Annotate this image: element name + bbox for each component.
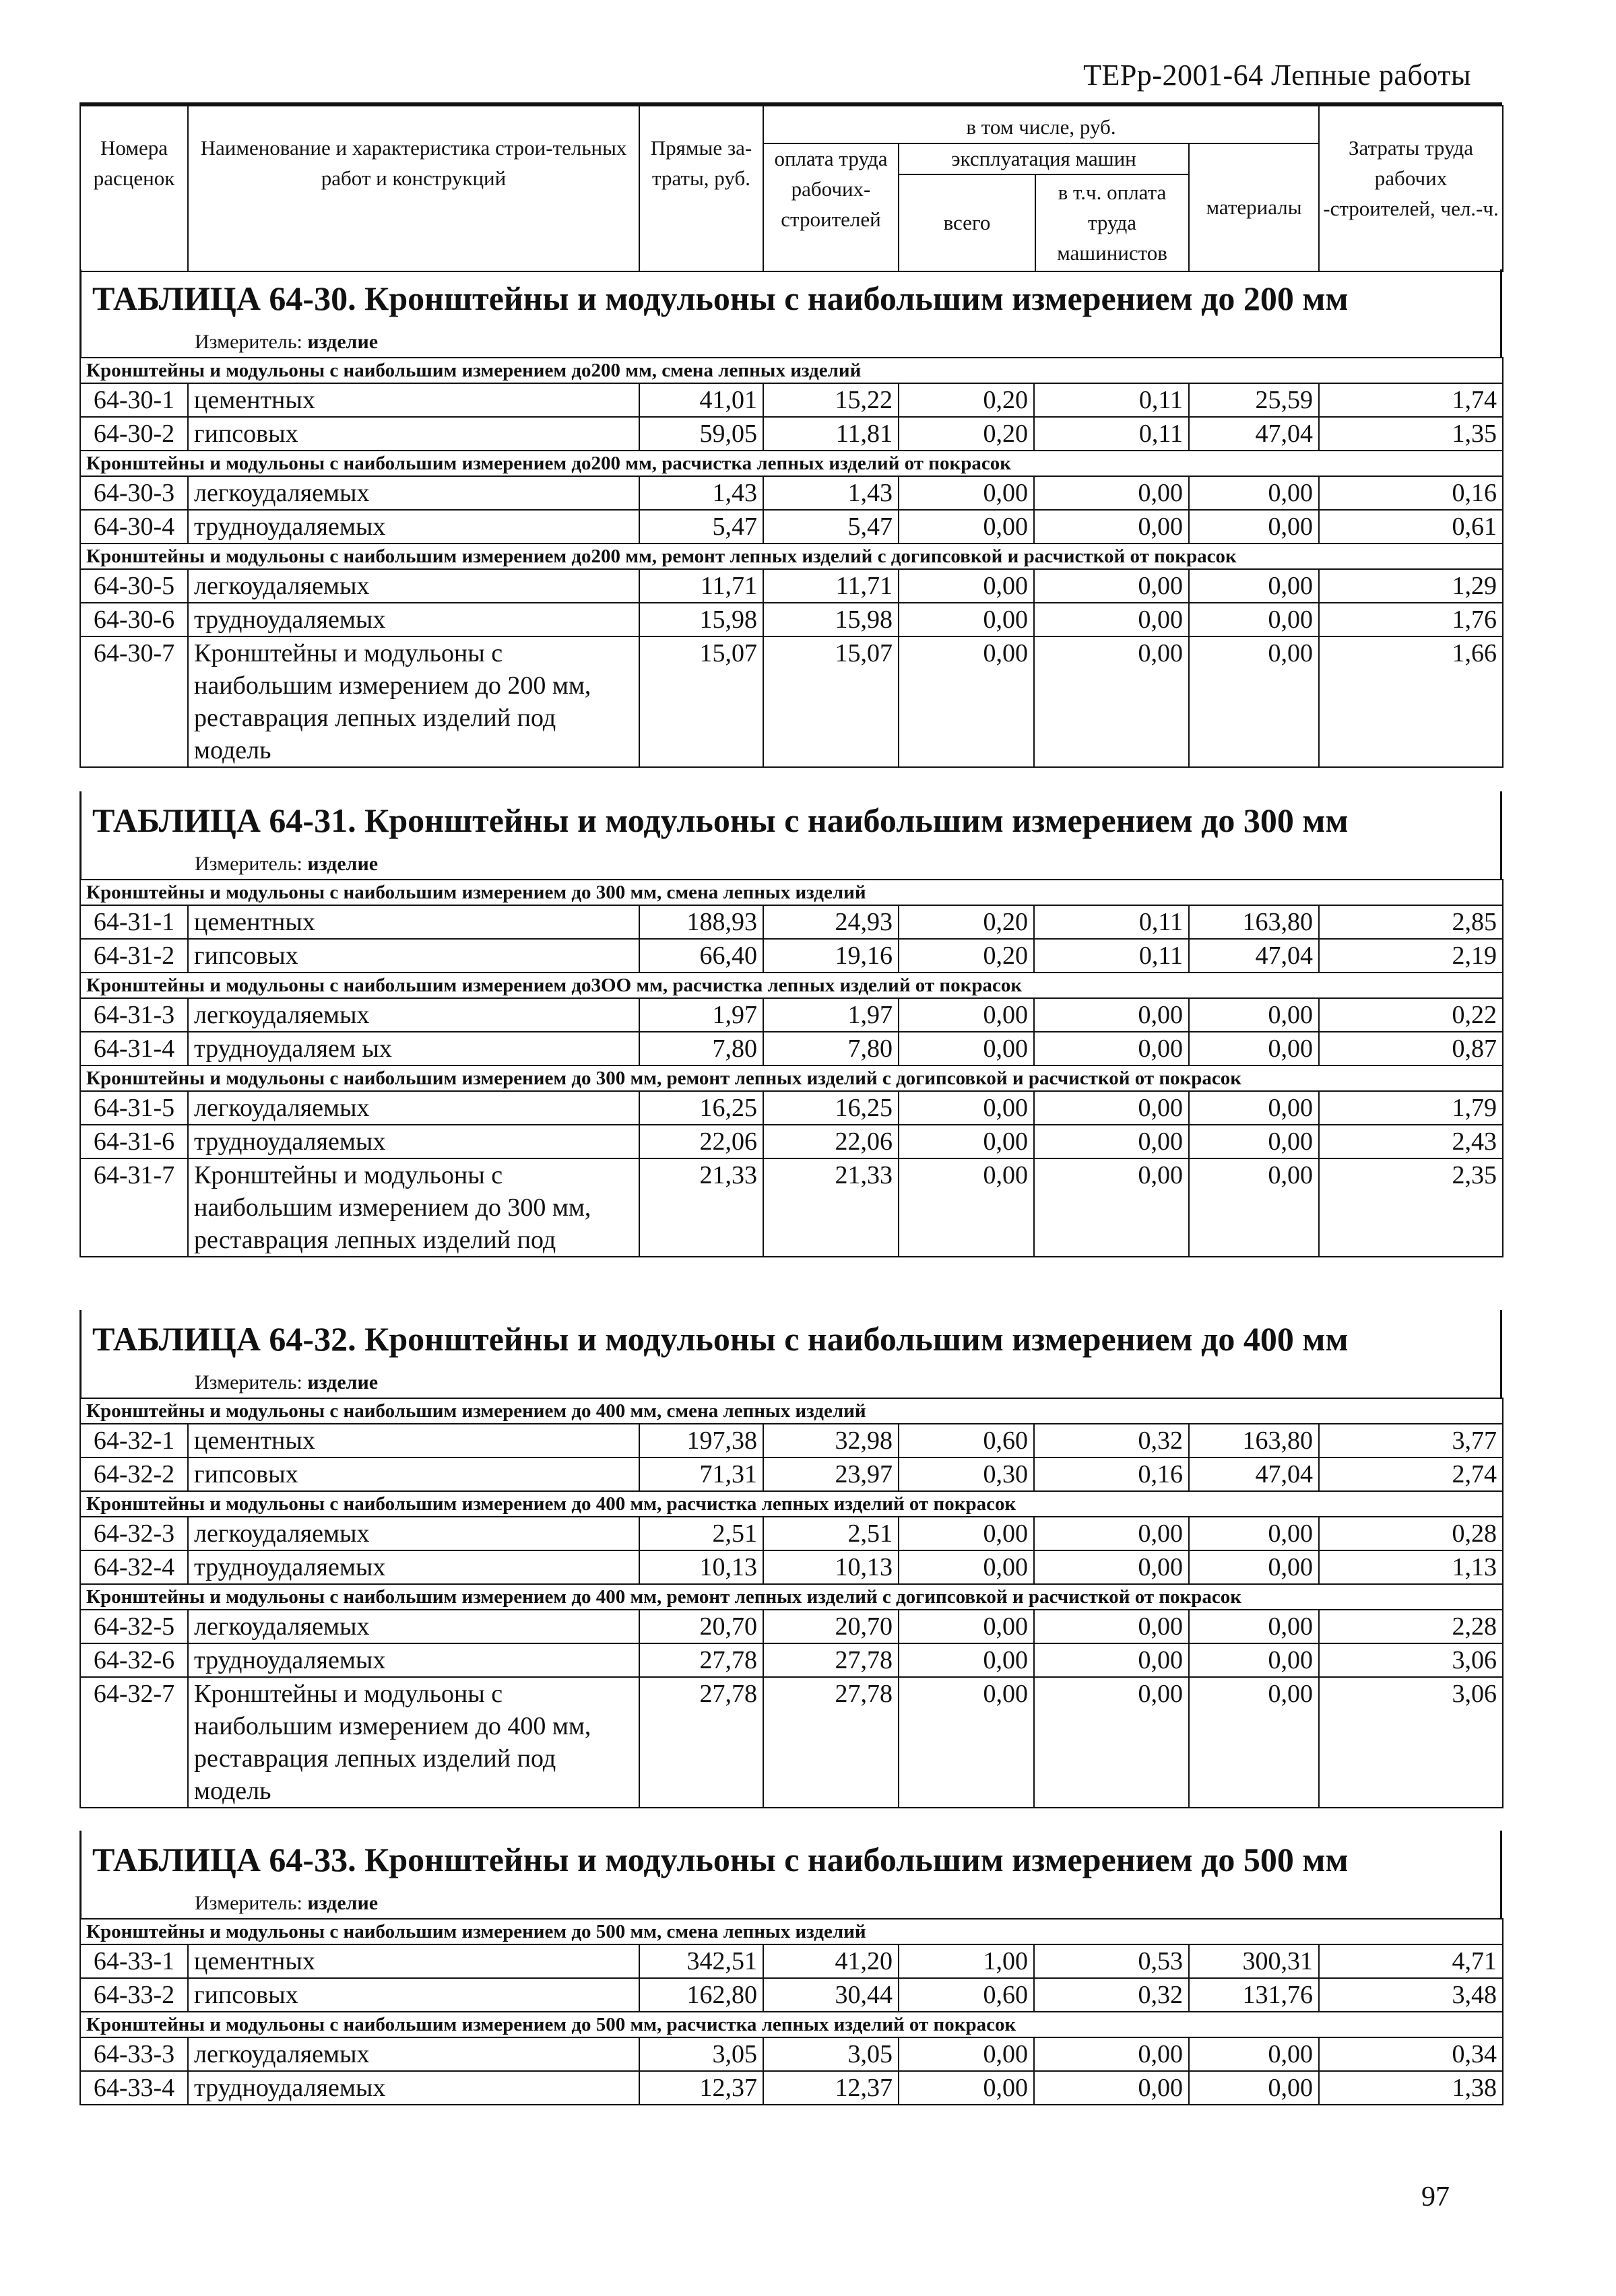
- labor-hours: 4,71: [1319, 1944, 1503, 1978]
- rates-table: [79, 879, 1504, 1257]
- direct-costs: 27,78: [639, 1643, 763, 1677]
- subgroup-row: [80, 544, 1503, 569]
- subgroup-row: [80, 880, 1503, 905]
- labor-cost: 12,37: [763, 2071, 899, 2105]
- work-name: легкоудаляемых: [188, 476, 639, 510]
- machinists-labor-cost: 0,00: [1034, 998, 1189, 1032]
- page-number: 97: [1421, 2182, 1450, 2212]
- section-title: ТАБЛИЦА 64-33. Кронштейны и модульоны с наибольшим измерением до 500 мм: [79, 1831, 1502, 1889]
- header-materials: материалы: [1189, 143, 1319, 271]
- labor-cost: 24,93: [763, 905, 899, 939]
- materials-cost: 0,00: [1189, 998, 1319, 1032]
- table-row: [80, 1944, 1503, 1978]
- labor-hours: 0,34: [1319, 2037, 1503, 2071]
- header-machines: эксплуатация машин: [899, 144, 1188, 175]
- machinists-labor-cost: 0,00: [1034, 569, 1189, 603]
- labor-cost: 23,97: [763, 1457, 899, 1491]
- subgroup-title: Кронштейны и модульоны с наибольшим измерением до 400 мм, расчистка лепных изделий от покрасок: [80, 1491, 1503, 1517]
- subgroup-title: Кронштейны и модульоны с наибольшим измерением до 300 мм, ремонт лепных изделий с догипсовкой и расчисткой от покрасок: [80, 1065, 1503, 1091]
- direct-costs: 41,01: [639, 383, 763, 417]
- subgroup-title: Кронштейны и модульоны с наибольшим измерением до3ОО мм, расчистка лепных изделий от покрасок: [80, 973, 1503, 998]
- document-title: ТЕРр-2001-64 Лепные работы: [1083, 59, 1471, 92]
- rate-code: 64-33-2: [80, 1978, 188, 2012]
- materials-cost: 0,00: [1189, 1610, 1319, 1643]
- machines-cost: 0,00: [899, 998, 1034, 1032]
- subgroup-title: Кронштейны и модульоны с наибольшим измерением до 400 мм, смена лепных изделий: [80, 1398, 1503, 1424]
- table-row: [80, 636, 1503, 767]
- header-direct: Прямые за-траты, руб.: [639, 106, 763, 271]
- price-table-section: [79, 269, 1502, 768]
- labor-cost: 21,33: [763, 1158, 899, 1257]
- machines-cost: 0,00: [899, 1032, 1034, 1065]
- machinists-labor-cost: 0,11: [1034, 939, 1189, 973]
- labor-hours: 2,43: [1319, 1125, 1503, 1158]
- machinists-labor-cost: 0,00: [1034, 510, 1189, 544]
- table-row: [80, 1125, 1503, 1158]
- machines-cost: 0,00: [899, 1158, 1034, 1257]
- work-name: легкоудаляемых: [188, 1610, 639, 1643]
- work-name: трудноудаляемых: [188, 1550, 639, 1584]
- column-header-table: [79, 105, 1504, 272]
- labor-cost: 32,98: [763, 1424, 899, 1457]
- machines-cost: 0,00: [899, 1517, 1034, 1550]
- rate-code: 64-32-2: [80, 1457, 188, 1491]
- table-row: [80, 1032, 1503, 1065]
- subgroup-title: Кронштейны и модульоны с наибольшим измерением до 500 мм, расчистка лепных изделий от покрасок: [80, 2012, 1503, 2037]
- section-title: ТАБЛИЦА 64-32. Кронштейны и модульоны с наибольшим измерением до 400 мм: [79, 1310, 1502, 1368]
- unit-line: [79, 1889, 1502, 1918]
- labor-hours: 2,28: [1319, 1610, 1503, 1643]
- machines-cost: 1,00: [899, 1944, 1034, 1978]
- labor-cost: 27,78: [763, 1643, 899, 1677]
- machines-cost: 0,00: [899, 476, 1034, 510]
- machinists-labor-cost: 0,00: [1034, 636, 1189, 767]
- labor-cost: 19,16: [763, 939, 899, 973]
- rate-code: 64-33-1: [80, 1944, 188, 1978]
- machines-cost: 0,00: [899, 2037, 1034, 2071]
- machinists-labor-cost: 0,53: [1034, 1944, 1189, 1978]
- subgroup-title: Кронштейны и модульоны с наибольшим измерением до200 мм, ремонт лепных изделий с догипсовкой и расчисткой от покрасок: [80, 544, 1503, 569]
- machinists-labor-cost: 0,00: [1034, 1032, 1189, 1065]
- unit-line: [79, 849, 1502, 879]
- labor-hours: 3,06: [1319, 1643, 1503, 1677]
- subgroup-title: Кронштейны и модульоны с наибольшим измерением до200 мм, смена лепных изделий: [80, 358, 1503, 383]
- subgroup-row: [80, 973, 1503, 998]
- rates-table: [79, 1918, 1504, 2105]
- rate-code: 64-32-5: [80, 1610, 188, 1643]
- labor-cost: 15,07: [763, 636, 899, 767]
- labor-hours: 1,35: [1319, 417, 1503, 451]
- rate-code: 64-33-3: [80, 2037, 188, 2071]
- work-name: легкоудаляемых: [188, 569, 639, 603]
- rate-code: 64-31-6: [80, 1125, 188, 1158]
- machines-cost: 0,00: [899, 636, 1034, 767]
- materials-cost: 25,59: [1189, 383, 1319, 417]
- rate-code: 64-31-3: [80, 998, 188, 1032]
- rate-code: 64-32-1: [80, 1424, 188, 1457]
- subgroup-row: [80, 1398, 1503, 1424]
- direct-costs: 27,78: [639, 1677, 763, 1808]
- table-row: [80, 1457, 1503, 1491]
- work-name: легкоудаляемых: [188, 998, 639, 1032]
- work-name: цементных: [188, 1944, 639, 1978]
- header-machines-labor: в т.ч. оплата труда машинистов: [1057, 181, 1167, 265]
- labor-hours: 1,79: [1319, 1091, 1503, 1125]
- unit-value: изделие: [307, 331, 379, 353]
- header-code: Номера расценок: [80, 106, 188, 271]
- work-name: цементных: [188, 905, 639, 939]
- price-table-section: [79, 1831, 1502, 2105]
- machines-cost: 0,00: [899, 1550, 1034, 1584]
- materials-cost: 47,04: [1189, 1457, 1319, 1491]
- table-row: [80, 510, 1503, 544]
- direct-costs: 1,97: [639, 998, 763, 1032]
- labor-cost: 11,71: [763, 569, 899, 603]
- rate-code: 64-32-3: [80, 1517, 188, 1550]
- rate-code: 64-30-5: [80, 569, 188, 603]
- labor-hours: 0,22: [1319, 998, 1503, 1032]
- materials-cost: 0,00: [1189, 569, 1319, 603]
- machinists-labor-cost: 0,00: [1034, 1677, 1189, 1808]
- direct-costs: 188,93: [639, 905, 763, 939]
- rate-code: 64-30-1: [80, 383, 188, 417]
- machinists-labor-cost: 0,00: [1034, 2037, 1189, 2071]
- machinists-labor-cost: 0,00: [1034, 1610, 1189, 1643]
- table-row: [80, 1424, 1503, 1457]
- direct-costs: 20,70: [639, 1610, 763, 1643]
- work-name: Кронштейны и модульоны с наибольшим измерением до 400 мм, реставрация лепных изделий под модель: [188, 1677, 639, 1808]
- rate-code: 64-32-6: [80, 1643, 188, 1677]
- labor-cost: 41,20: [763, 1944, 899, 1978]
- labor-cost: 15,98: [763, 603, 899, 636]
- labor-cost: 22,06: [763, 1125, 899, 1158]
- subgroup-row: [80, 1491, 1503, 1517]
- labor-cost: 11,81: [763, 417, 899, 451]
- rate-code: 64-30-6: [80, 603, 188, 636]
- machinists-labor-cost: 0,00: [1034, 476, 1189, 510]
- machines-cost: 0,00: [899, 1677, 1034, 1808]
- table-row: [80, 2037, 1503, 2071]
- labor-hours: 1,76: [1319, 603, 1503, 636]
- direct-costs: 197,38: [639, 1424, 763, 1457]
- direct-costs: 71,31: [639, 1457, 763, 1491]
- materials-cost: 0,00: [1189, 636, 1319, 767]
- machinists-labor-cost: 0,00: [1034, 1125, 1189, 1158]
- materials-cost: 163,80: [1189, 1424, 1319, 1457]
- unit-value: изделие: [307, 853, 379, 875]
- labor-hours: 2,35: [1319, 1158, 1503, 1257]
- machines-cost: 0,00: [899, 1643, 1034, 1677]
- direct-costs: 5,47: [639, 510, 763, 544]
- labor-cost: 5,47: [763, 510, 899, 544]
- materials-cost: 0,00: [1189, 1643, 1319, 1677]
- direct-costs: 342,51: [639, 1944, 763, 1978]
- materials-cost: 0,00: [1189, 1158, 1319, 1257]
- labor-cost: 1,97: [763, 998, 899, 1032]
- labor-hours: 0,61: [1319, 510, 1503, 544]
- work-name: легкоудаляемых: [188, 1517, 639, 1550]
- labor-hours: 2,19: [1319, 939, 1503, 973]
- direct-costs: 59,05: [639, 417, 763, 451]
- subgroup-title: Кронштейны и модульоны с наибольшим измерением до 300 мм, смена лепных изделий: [80, 880, 1503, 905]
- machines-cost: 0,20: [899, 383, 1034, 417]
- table-row: [80, 998, 1503, 1032]
- work-name: легкоудаляемых: [188, 1091, 639, 1125]
- labor-hours: 0,28: [1319, 1517, 1503, 1550]
- work-name: гипсовых: [188, 1978, 639, 2012]
- materials-cost: 47,04: [1189, 939, 1319, 973]
- machinists-labor-cost: 0,00: [1034, 2071, 1189, 2105]
- rates-table: [79, 357, 1504, 768]
- subgroup-row: [80, 451, 1503, 476]
- subgroup-row: [80, 358, 1503, 383]
- machines-cost: 0,00: [899, 1091, 1034, 1125]
- direct-costs: 22,06: [639, 1125, 763, 1158]
- rate-code: 64-30-7: [80, 636, 188, 767]
- machines-cost: 0,00: [899, 1125, 1034, 1158]
- header-machines-total: всего: [899, 175, 1036, 271]
- header-incl: в том числе, руб.: [763, 106, 1319, 143]
- direct-costs: 66,40: [639, 939, 763, 973]
- machinists-labor-cost: 0,00: [1034, 1517, 1189, 1550]
- machines-cost: 0,00: [899, 569, 1034, 603]
- rate-code: 64-30-2: [80, 417, 188, 451]
- table-row: [80, 905, 1503, 939]
- labor-hours: 0,87: [1319, 1032, 1503, 1065]
- subgroup-row: [80, 1584, 1503, 1610]
- unit-line: [79, 1368, 1502, 1398]
- work-name: трудноудаляемых: [188, 1125, 639, 1158]
- table-row: [80, 569, 1503, 603]
- materials-cost: 0,00: [1189, 1550, 1319, 1584]
- table-row: [80, 476, 1503, 510]
- machinists-labor-cost: 0,00: [1034, 603, 1189, 636]
- rate-code: 64-31-4: [80, 1032, 188, 1065]
- table-row: [80, 1517, 1503, 1550]
- work-name: цементных: [188, 1424, 639, 1457]
- work-name: легкоудаляемых: [188, 2037, 639, 2071]
- direct-costs: 15,98: [639, 603, 763, 636]
- work-name: гипсовых: [188, 1457, 639, 1491]
- rate-code: 64-31-1: [80, 905, 188, 939]
- unit-value: изделие: [307, 1371, 379, 1393]
- machines-cost: 0,00: [899, 603, 1034, 636]
- materials-cost: 0,00: [1189, 2037, 1319, 2071]
- subgroup-title: Кронштейны и модульоны с наибольшим измерением до 500 мм, смена лепных изделий: [80, 1919, 1503, 1944]
- table-row: [80, 383, 1503, 417]
- materials-cost: 0,00: [1189, 1125, 1319, 1158]
- labor-hours: 1,38: [1319, 2071, 1503, 2105]
- machinists-labor-cost: 0,00: [1034, 1643, 1189, 1677]
- machinists-labor-cost: 0,00: [1034, 1550, 1189, 1584]
- labor-hours: 2,85: [1319, 905, 1503, 939]
- materials-cost: 0,00: [1189, 1032, 1319, 1065]
- unit-label: Измеритель:: [195, 1371, 302, 1393]
- machines-cost: 0,00: [899, 510, 1034, 544]
- subgroup-row: [80, 2012, 1503, 2037]
- table-row: [80, 1677, 1503, 1808]
- labor-hours: 1,13: [1319, 1550, 1503, 1584]
- machines-cost: 0,20: [899, 939, 1034, 973]
- work-name: цементных: [188, 383, 639, 417]
- machinists-labor-cost: 0,16: [1034, 1457, 1189, 1491]
- machines-cost: 0,00: [899, 1610, 1034, 1643]
- table-row: [80, 1550, 1503, 1584]
- direct-costs: 10,13: [639, 1550, 763, 1584]
- unit-value: изделие: [307, 1892, 379, 1914]
- machines-cost: 0,60: [899, 1978, 1034, 2012]
- price-table-section: [79, 791, 1502, 1257]
- table-row: [80, 603, 1503, 636]
- rate-code: 64-32-7: [80, 1677, 188, 1808]
- work-name: Кронштейны и модульоны с наибольшим измерением до 200 мм, реставрация лепных изделий под модель: [188, 636, 639, 767]
- machinists-labor-cost: 0,11: [1034, 417, 1189, 451]
- machinists-labor-cost: 0,32: [1034, 1424, 1189, 1457]
- direct-costs: 3,05: [639, 2037, 763, 2071]
- subgroup-row: [80, 1919, 1503, 1944]
- rates-table: [79, 1398, 1504, 1808]
- work-name: гипсовых: [188, 939, 639, 973]
- table-row: [80, 2071, 1503, 2105]
- table-row: [80, 939, 1503, 973]
- labor-cost: 3,05: [763, 2037, 899, 2071]
- table-row: [80, 1610, 1503, 1643]
- work-name: Кронштейны и модульоны с наибольшим измерением до 300 мм, реставрация лепных изделий под: [188, 1158, 639, 1257]
- direct-costs: 12,37: [639, 2071, 763, 2105]
- machinists-labor-cost: 0,11: [1034, 905, 1189, 939]
- rate-code: 64-33-4: [80, 2071, 188, 2105]
- direct-costs: 7,80: [639, 1032, 763, 1065]
- machines-cost: 0,60: [899, 1424, 1034, 1457]
- labor-cost: 15,22: [763, 383, 899, 417]
- subgroup-row: [80, 1065, 1503, 1091]
- materials-cost: 131,76: [1189, 1978, 1319, 2012]
- labor-hours: 3,77: [1319, 1424, 1503, 1457]
- direct-costs: 11,71: [639, 569, 763, 603]
- header-labor-hours: Затраты труда рабочих -строителей, чел.-ч.: [1319, 106, 1503, 271]
- direct-costs: 2,51: [639, 1517, 763, 1550]
- price-table-section: [79, 1310, 1502, 1808]
- materials-cost: 0,00: [1189, 510, 1319, 544]
- materials-cost: 0,00: [1189, 1677, 1319, 1808]
- table-row: [80, 417, 1503, 451]
- materials-cost: 0,00: [1189, 2071, 1319, 2105]
- machinists-labor-cost: 0,11: [1034, 383, 1189, 417]
- labor-hours: 1,29: [1319, 569, 1503, 603]
- direct-costs: 21,33: [639, 1158, 763, 1257]
- materials-cost: 0,00: [1189, 603, 1319, 636]
- labor-cost: 2,51: [763, 1517, 899, 1550]
- work-name: трудноудаляемых: [188, 1643, 639, 1677]
- labor-hours: 2,74: [1319, 1457, 1503, 1491]
- labor-cost: 16,25: [763, 1091, 899, 1125]
- unit-line: [79, 327, 1502, 357]
- subgroup-title: Кронштейны и модульоны с наибольшим измерением до200 мм, расчистка лепных изделий от покрасок: [80, 451, 1503, 476]
- machinists-labor-cost: 0,32: [1034, 1978, 1189, 2012]
- materials-cost: 0,00: [1189, 1517, 1319, 1550]
- materials-cost: 0,00: [1189, 1091, 1319, 1125]
- direct-costs: 162,80: [639, 1978, 763, 2012]
- direct-costs: 15,07: [639, 636, 763, 767]
- work-name: трудноудаляемых: [188, 2071, 639, 2105]
- labor-cost: 20,70: [763, 1610, 899, 1643]
- header-name: Наименование и характеристика строи-тельных работ и конструкций: [188, 106, 639, 271]
- section-title: ТАБЛИЦА 64-30. Кронштейны и модульоны с наибольшим измерением до 200 мм: [79, 269, 1502, 327]
- materials-cost: 0,00: [1189, 476, 1319, 510]
- unit-label: Измеритель:: [195, 853, 302, 875]
- labor-cost: 10,13: [763, 1550, 899, 1584]
- subgroup-title: Кронштейны и модульоны с наибольшим измерением до 400 мм, ремонт лепных изделий с догипсовкой и расчисткой от покрасок: [80, 1584, 1503, 1610]
- unit-label: Измеритель:: [195, 1892, 302, 1914]
- labor-hours: 3,48: [1319, 1978, 1503, 2012]
- labor-hours: 1,74: [1319, 383, 1503, 417]
- header-machines-group: [899, 143, 1189, 271]
- machines-cost: 0,20: [899, 905, 1034, 939]
- machines-cost: 0,30: [899, 1457, 1034, 1491]
- materials-cost: 47,04: [1189, 417, 1319, 451]
- table-row: [80, 1091, 1503, 1125]
- labor-cost: 27,78: [763, 1677, 899, 1808]
- table-row: [80, 1978, 1503, 2012]
- machines-cost: 0,00: [899, 2071, 1034, 2105]
- direct-costs: 1,43: [639, 476, 763, 510]
- direct-costs: 16,25: [639, 1091, 763, 1125]
- header-labor: оплата труда рабочих-строителей: [763, 143, 899, 271]
- rate-code: 64-30-3: [80, 476, 188, 510]
- rate-code: 64-31-7: [80, 1158, 188, 1257]
- machines-cost: 0,20: [899, 417, 1034, 451]
- rate-code: 64-30-4: [80, 510, 188, 544]
- materials-cost: 300,31: [1189, 1944, 1319, 1978]
- materials-cost: 163,80: [1189, 905, 1319, 939]
- labor-hours: 0,16: [1319, 476, 1503, 510]
- work-name: трудноудаляемых: [188, 510, 639, 544]
- work-name: гипсовых: [188, 417, 639, 451]
- work-name: трудноудаляемых: [188, 603, 639, 636]
- section-title: ТАБЛИЦА 64-31. Кронштейны и модульоны с наибольшим измерением до 300 мм: [79, 791, 1502, 849]
- work-name: трудноудаляем ых: [188, 1032, 639, 1065]
- rate-code: 64-32-4: [80, 1550, 188, 1584]
- machinists-labor-cost: 0,00: [1034, 1091, 1189, 1125]
- machinists-labor-cost: 0,00: [1034, 1158, 1189, 1257]
- rate-code: 64-31-2: [80, 939, 188, 973]
- unit-label: Измеритель:: [195, 331, 302, 353]
- table-row: [80, 1643, 1503, 1677]
- labor-hours: 3,06: [1319, 1677, 1503, 1808]
- labor-cost: 1,43: [763, 476, 899, 510]
- rate-code: 64-31-5: [80, 1091, 188, 1125]
- labor-cost: 7,80: [763, 1032, 899, 1065]
- labor-cost: 30,44: [763, 1978, 899, 2012]
- labor-hours: 1,66: [1319, 636, 1503, 767]
- table-row: [80, 1158, 1503, 1257]
